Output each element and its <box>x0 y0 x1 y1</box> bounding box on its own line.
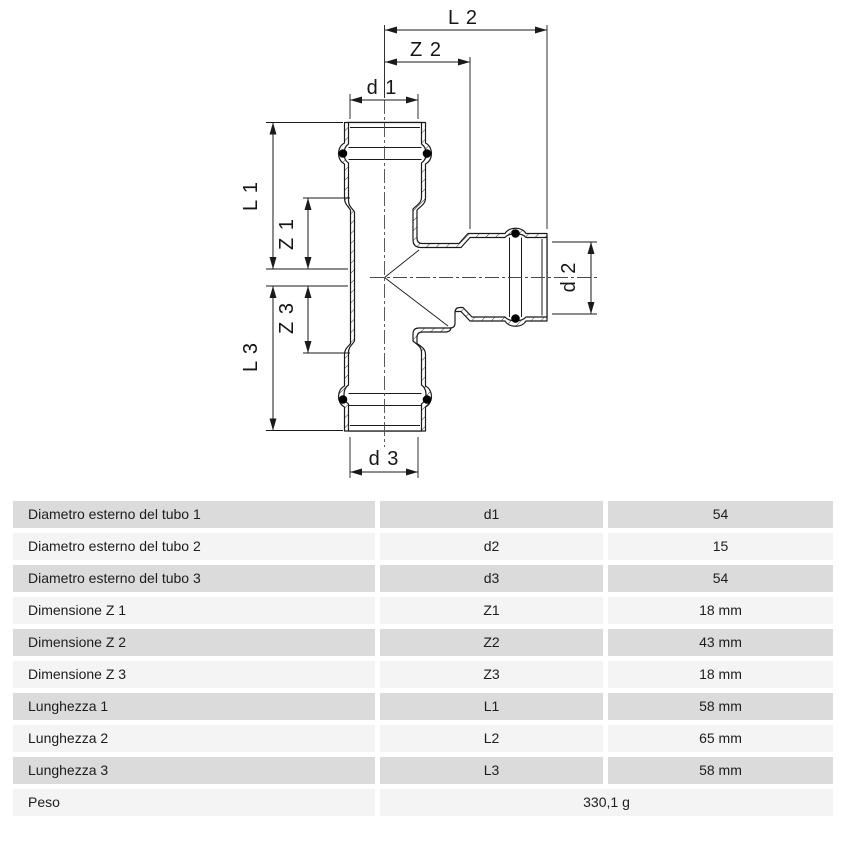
spec-value: 65 mm <box>608 725 833 752</box>
oring-dot <box>511 314 520 323</box>
spec-symbol: L2 <box>380 725 603 752</box>
label-d1: d 1 <box>366 77 398 99</box>
spec-value: 15 <box>608 533 833 560</box>
table-row <box>13 501 833 528</box>
table-row <box>13 757 833 784</box>
spec-value: 54 <box>608 565 833 592</box>
spec-symbol: d3 <box>380 565 603 592</box>
spec-label: Peso <box>13 789 375 816</box>
spec-value: 18 mm <box>608 661 833 688</box>
spec-table <box>13 501 833 821</box>
spec-label: Lunghezza 1 <box>13 693 375 720</box>
label-Z1: Z 1 <box>276 218 298 250</box>
label-d3: d 3 <box>368 448 400 470</box>
table-row <box>13 597 833 624</box>
oring-dot <box>423 395 432 404</box>
spec-value: 58 mm <box>608 693 833 720</box>
label-L1: L 1 <box>240 180 262 212</box>
oring-dot <box>339 149 348 158</box>
spec-label: Diametro esterno del tubo 2 <box>13 533 375 560</box>
table-row-weight <box>13 789 833 816</box>
label-Z3: Z 3 <box>276 302 298 334</box>
spec-label: Dimensione Z 1 <box>13 597 375 624</box>
table-row <box>13 629 833 656</box>
spec-value: 58 mm <box>608 757 833 784</box>
spec-symbol: d2 <box>380 533 603 560</box>
spec-value: 18 mm <box>608 597 833 624</box>
spec-label: Dimensione Z 3 <box>13 661 375 688</box>
oring-dot <box>339 395 348 404</box>
table-row <box>13 565 833 592</box>
table-row <box>13 725 833 752</box>
label-Z2: Z 2 <box>410 39 442 61</box>
oring-dot <box>423 149 432 158</box>
label-L3: L 3 <box>240 341 262 373</box>
spec-symbol: L1 <box>380 693 603 720</box>
label-L2: L 2 <box>447 7 479 29</box>
oring-dot <box>511 229 520 238</box>
spec-symbol: Z3 <box>380 661 603 688</box>
spec-label: Diametro esterno del tubo 3 <box>13 565 375 592</box>
fitting-bore <box>344 123 547 432</box>
table-row <box>13 533 833 560</box>
label-d2: d 2 <box>558 261 580 293</box>
spec-value: 43 mm <box>608 629 833 656</box>
spec-symbol: Z1 <box>380 597 603 624</box>
spec-symbol: Z2 <box>380 629 603 656</box>
spec-label: Dimensione Z 2 <box>13 629 375 656</box>
spec-symbol: L3 <box>380 757 603 784</box>
table-row <box>13 661 833 688</box>
spec-label: Diametro esterno del tubo 1 <box>13 501 375 528</box>
spec-symbol: d1 <box>380 501 603 528</box>
spec-label: Lunghezza 2 <box>13 725 375 752</box>
tee-fitting-body <box>339 123 548 432</box>
spec-value: 54 <box>608 501 833 528</box>
spec-label: Lunghezza 3 <box>13 757 375 784</box>
spec-value: 330,1 g <box>380 789 833 816</box>
table-row <box>13 693 833 720</box>
